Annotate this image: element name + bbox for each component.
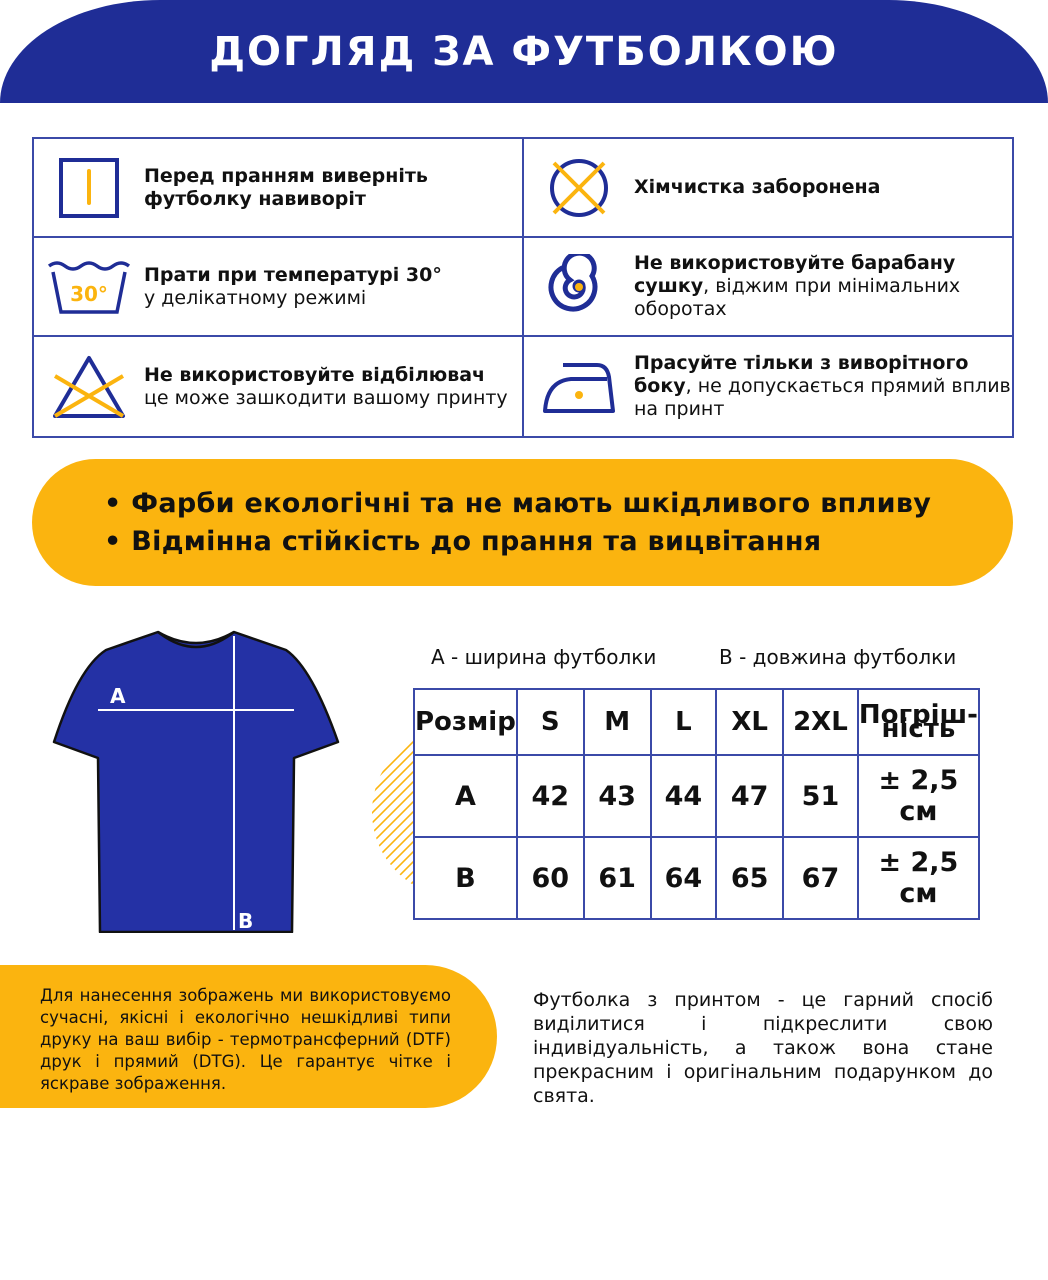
garment-inside-out-icon (34, 140, 144, 235)
table-cell: 47 (716, 755, 783, 837)
tolerance-cell: ± 2,5 см (858, 755, 979, 837)
table-cell: 60 (517, 837, 584, 919)
care-subtext: , не допускається прямий вплив на принт (634, 375, 1011, 420)
row-label: В (414, 837, 517, 919)
dimension-b-label: В - довжина футболки (719, 645, 957, 669)
table-row (414, 755, 979, 837)
page-header (0, 0, 1048, 103)
care-item-iron (524, 337, 1014, 436)
care-item-wash (34, 238, 524, 337)
dimension-a-label: А - ширина футболки (431, 645, 657, 669)
size-table (413, 688, 980, 920)
table-cell: 43 (584, 755, 651, 837)
size-col-header: 2XL (783, 689, 858, 755)
table-cell: 67 (783, 837, 858, 919)
care-subtext: це може зашкодити вашому принту (144, 386, 508, 409)
table-cell: 61 (584, 837, 651, 919)
size-table-header-row (414, 689, 979, 755)
wash-30-icon (34, 239, 144, 334)
size-col-header: M (584, 689, 651, 755)
table-cell: 64 (651, 837, 717, 919)
eco-line-1: • Фарби екологічні та не мають шкідливого впливу (104, 487, 932, 519)
care-item-inside-out (34, 139, 524, 238)
eco-line-2: • Відмінна стійкість до прання та вицвітання (104, 525, 822, 557)
care-subtext: , віджим при мінімальних оборотах (634, 275, 961, 320)
table-cell: 51 (783, 755, 858, 837)
print-info-text: Для нанесення зображень ми використовуємо сучасні, якісні і екологічно нешкідливі типи друку на ваш вибір - термотрансферний (DTF) друк і прямий (DTG). Це гарантує чітке і яскраве зображення. (40, 986, 451, 1093)
care-instructions-grid (32, 137, 1014, 438)
table-cell: 44 (651, 755, 717, 837)
row-label: А (414, 755, 517, 837)
care-item-tumble-dry (524, 238, 1014, 337)
tshirt-diagram (50, 628, 342, 933)
size-col-header: XL (716, 689, 783, 755)
care-text: Прати при температурі 30° (144, 263, 442, 286)
iron-icon (524, 339, 634, 434)
tolerance-header: Погріш-ність (858, 689, 979, 755)
care-text: Прасуйте тільки з виворітного боку (634, 352, 969, 397)
care-text: Перед пранням виверніть футболку навиворіт (144, 164, 428, 210)
eco-banner (32, 459, 1013, 586)
care-subtext: у делікатному режимі (144, 286, 367, 309)
tshirt-label-a: A (110, 684, 126, 708)
page-title: ДОГЛЯД ЗА ФУТБОЛКОЮ (209, 28, 839, 75)
gift-info-text: Футболка з принтом - це гарний спосіб виділитися і підкреслити свою індивідуальність, а також вона стане прекрасним і оригінальним подарунком до свята. (533, 989, 993, 1107)
table-row (414, 837, 979, 919)
size-header-label: Розмір (414, 689, 517, 755)
table-cell: 65 (716, 837, 783, 919)
care-text: Хімчистка заборонена (634, 176, 881, 198)
tshirt-label-b: B (238, 909, 254, 933)
no-bleach-icon (34, 339, 144, 434)
gift-info (533, 988, 993, 1108)
table-cell: 42 (517, 755, 584, 837)
size-col-header: S (517, 689, 584, 755)
tolerance-cell: ± 2,5 см (858, 837, 979, 919)
care-item-bleach (34, 337, 524, 436)
size-col-header: L (651, 689, 717, 755)
no-dry-clean-icon (524, 140, 634, 235)
care-item-dry-clean (524, 139, 1014, 238)
no-tumble-dry-icon (524, 239, 634, 334)
print-info-box (0, 965, 497, 1108)
care-text: Не використовуйте барабану сушку (634, 252, 956, 297)
care-text: Не використовуйте відбілювач (144, 363, 486, 386)
wash-temperature: 30° (70, 281, 108, 306)
